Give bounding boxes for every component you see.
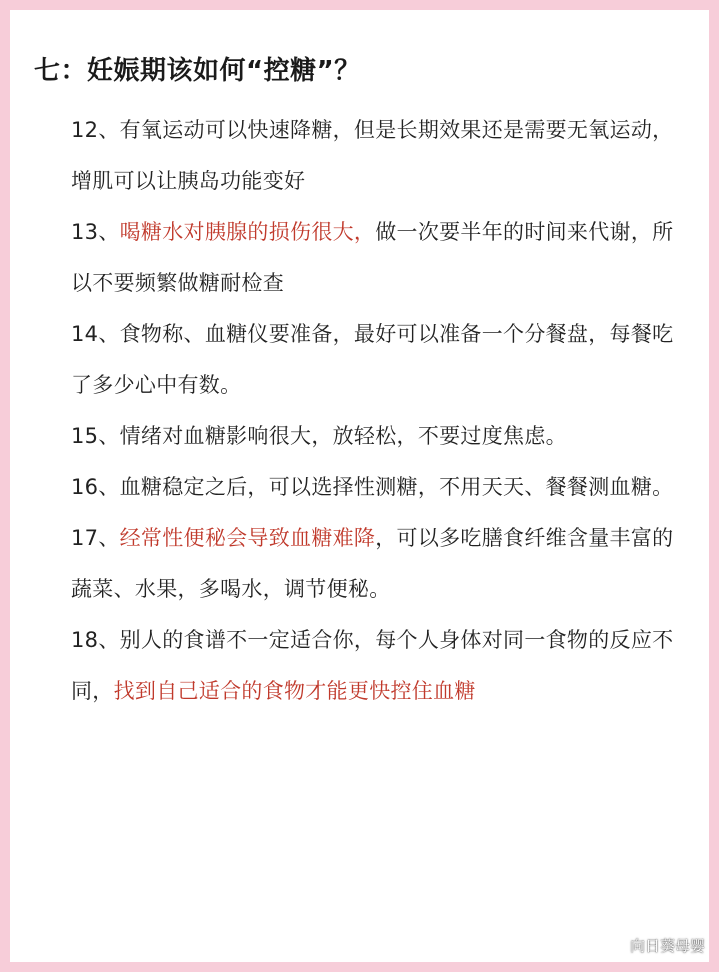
tip-16 bbox=[71, 462, 681, 513]
tips-list bbox=[71, 105, 681, 717]
content-card bbox=[10, 10, 709, 962]
tip-prefix: 13、 bbox=[71, 220, 120, 244]
tip-highlight: 找到自己适合的食物才能更快控住血糖 bbox=[113, 679, 476, 703]
tip-14 bbox=[71, 309, 681, 411]
tip-suffix: 做一次要半年的时间来代谢，所以不要频繁做糖耐检查 bbox=[71, 220, 674, 295]
tip-text: 16、血糖稳定之后，可以选择性测糖，不用天天、餐餐测血糖。 bbox=[71, 475, 674, 499]
tip-17 bbox=[71, 513, 681, 615]
tip-13 bbox=[71, 207, 681, 309]
tip-suffix: ，可以多吃膳食纤维含量丰富的蔬菜、水果，多喝水，调节便秘。 bbox=[71, 526, 674, 601]
watermark: 向日葵母婴 bbox=[629, 937, 705, 955]
tip-text: 12、有氧运动可以快速降糖，但是长期效果还是需要无氧运动，增肌可以让胰岛功能变好 bbox=[71, 118, 674, 193]
tip-highlight: 经常性便秘会导致血糖难降 bbox=[119, 526, 376, 550]
tip-prefix: 17、 bbox=[71, 526, 120, 550]
tip-text: 15、情绪对血糖影响很大，放轻松，不要过度焦虑。 bbox=[71, 424, 567, 448]
tip-12 bbox=[71, 105, 681, 207]
tip-prefix: 18、别人的食谱不一定适合你，每个人身体对同一食物的反应不同， bbox=[71, 628, 674, 703]
tip-highlight: 喝糖水对胰腺的损伤很大， bbox=[119, 220, 376, 244]
tip-15 bbox=[71, 411, 681, 462]
tip-18 bbox=[71, 615, 681, 717]
page-title: 七：妊娠期该如何“控糖”？ bbox=[34, 56, 361, 86]
tip-text: 14、食物称、血糖仪要准备，最好可以准备一个分餐盘，每餐吃了多少心中有数。 bbox=[71, 322, 674, 397]
